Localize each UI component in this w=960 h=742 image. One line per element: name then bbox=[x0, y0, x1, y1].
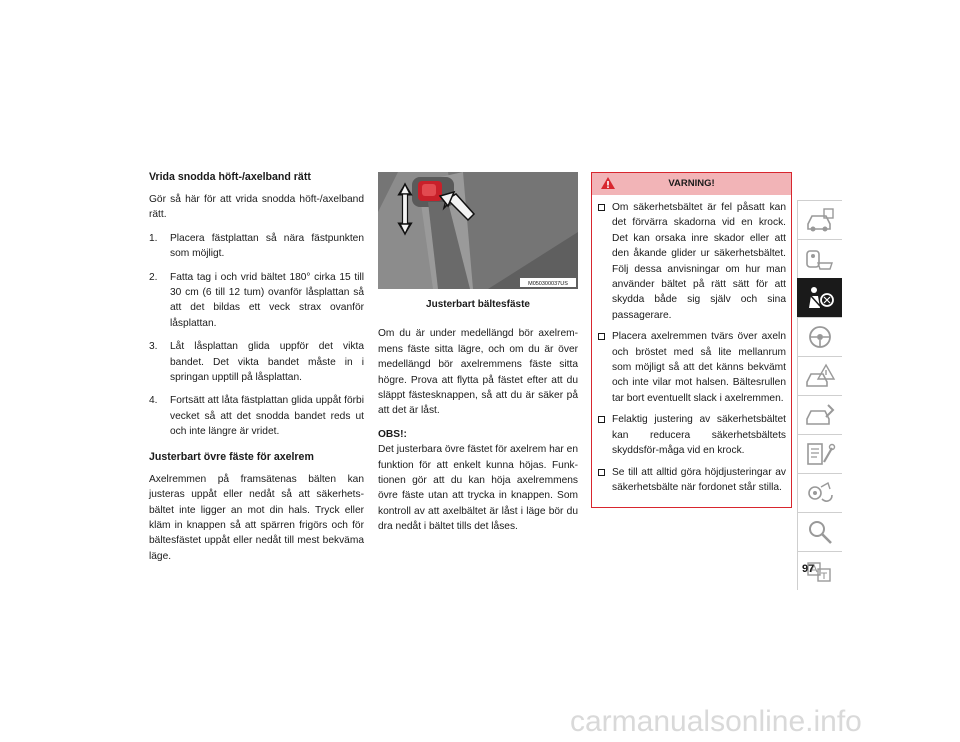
checkbox-bullet-icon bbox=[598, 204, 605, 211]
warning-title: VARNING! bbox=[668, 178, 715, 190]
adjustable-anchor-paragraph: Axelremmen på framsätenas bälten kan justeras uppåt eller nedåt så att säkerhets-bältet inte ligger an mot din hals. Tryck eller kläm in knappen så att spärren frigörs och för bältesfästet uppåt eller nedåt till mest bekväma läge. bbox=[149, 473, 364, 562]
step-text: Placera fästplattan så nära fästpunkten som möjligt. bbox=[170, 232, 364, 260]
tab-starting-operating[interactable] bbox=[797, 317, 842, 356]
step-number: 1. bbox=[149, 232, 158, 244]
technical-specs-icon bbox=[804, 479, 836, 507]
car-warning-icon bbox=[804, 362, 836, 390]
warning-text: Placera axelremmen tvärs över axeln och bröstet med så lite mellanrum som möjligt så att det känns bekvämt och inte vilar mot halsen. Bältesrullen tar bort eventuellt slack i axelremmen. bbox=[612, 331, 786, 404]
section-heading-twisted-belt: Vrida snodda höft-/axelband rätt bbox=[149, 171, 311, 183]
figure-caption: Justerbart bältesfäste bbox=[426, 299, 530, 310]
search-index-icon bbox=[804, 518, 836, 546]
column-left bbox=[149, 170, 364, 572]
checkbox-bullet-icon bbox=[598, 469, 605, 476]
list-item bbox=[149, 339, 364, 385]
tab-safety[interactable] bbox=[797, 278, 842, 317]
maintenance-tools-icon bbox=[804, 440, 836, 468]
chapter-tabs bbox=[797, 200, 841, 590]
note-title: OBS!: bbox=[378, 428, 407, 440]
figure-code: M050300037US bbox=[528, 281, 568, 287]
checkbox-bullet-icon bbox=[598, 333, 605, 340]
warning-item bbox=[596, 200, 786, 323]
step-number: 3. bbox=[149, 341, 158, 353]
section-heading-adjustable-anchor: Justerbart övre fäste för axelrem bbox=[149, 450, 314, 463]
tab-maintenance[interactable] bbox=[797, 434, 842, 473]
seatbelt-airbag-icon bbox=[804, 284, 836, 312]
warning-header bbox=[592, 173, 791, 195]
warning-box bbox=[591, 172, 792, 508]
height-paragraph: Om du är under medellängd bör axelrem-mens fäste sitta lägre, och om du är över medellängd bör axelremmens fäste sitta högre. Prova att flytta på fästet efter att du släppt fästesknappen, så att du är säker på att det är låst. bbox=[378, 328, 578, 417]
tab-specifications[interactable] bbox=[797, 473, 842, 512]
list-item bbox=[149, 393, 364, 439]
warning-item bbox=[596, 329, 786, 406]
tab-servicing[interactable] bbox=[797, 395, 842, 434]
warning-text: Felaktig justering av säkerhetsbältet kan reducera säkerhetsbältets skyddsför-måga vid en krock. bbox=[612, 414, 786, 457]
warning-triangle-icon bbox=[600, 176, 616, 190]
warning-item bbox=[596, 465, 786, 496]
step-text: Fortsätt att låta fästplattan glida uppåt förbi vecket så att det snodda bandet reds ut och inte längre är vridet. bbox=[170, 395, 364, 438]
note-paragraph: Det justerbara övre fästet för axelrem har en funktion för att enkelt kunna höjas. Funk-tionen gör att du kan höja axelremmens övre fäste utan att trycka in knappen. Som kontroll av att axelbältet är låst i läge bör du dra nedåt i bältet tills det låses. bbox=[378, 444, 578, 533]
car-service-icon bbox=[804, 401, 836, 429]
tab-car-info[interactable] bbox=[797, 200, 842, 239]
step-number: 2. bbox=[149, 271, 158, 283]
intro-paragraph: Gör så här för att vrida snodda höft-/axelband rätt. bbox=[149, 194, 364, 221]
tab-index[interactable] bbox=[797, 512, 842, 551]
warning-body bbox=[592, 195, 791, 507]
column-right bbox=[591, 172, 792, 508]
step-text: Fatta tag i och vrid bältet 180° cirka 15 till 30 cm (6 till 12 tum) ovanför låsplattan så att det bildas ett veck strax ovanför låsplattan. bbox=[170, 271, 364, 329]
page-number: 97 bbox=[802, 563, 815, 575]
step-number: 4. bbox=[149, 395, 158, 407]
car-info-icon bbox=[804, 206, 836, 234]
watermark: carmanualsonline.info bbox=[570, 705, 862, 738]
list-item bbox=[149, 231, 364, 262]
warning-text: Om säkerhetsbältet är fel påsatt kan det förvärra skadorna vid en krock. Det kan orsaka inre skador eller att den åkande glider ur säkerhetsbältet. Följ dessa anvisningar om hur man använder bältet på rätt sätt för att skydda både sig själv och sina passagerare. bbox=[612, 202, 786, 321]
tab-emergency[interactable] bbox=[797, 356, 842, 395]
steering-wheel-icon bbox=[804, 323, 836, 351]
step-text: Låt låsplattan glida uppför det vikta bandet. Det vikta bandet måste in i springan upptill på låsplattan. bbox=[170, 341, 364, 384]
checkbox-bullet-icon bbox=[598, 416, 605, 423]
warning-text: Se till att alltid göra höjdjusteringar av säkerhetsbälte när fordonet står stilla. bbox=[612, 466, 786, 493]
list-item bbox=[149, 270, 364, 332]
warning-item bbox=[596, 412, 786, 458]
belt-anchor-illustration bbox=[378, 172, 578, 289]
car-key-icon bbox=[804, 245, 836, 273]
tab-keys[interactable] bbox=[797, 239, 842, 278]
steps-list bbox=[149, 231, 364, 440]
column-middle bbox=[378, 172, 578, 543]
belt-anchor-figure bbox=[378, 172, 578, 289]
